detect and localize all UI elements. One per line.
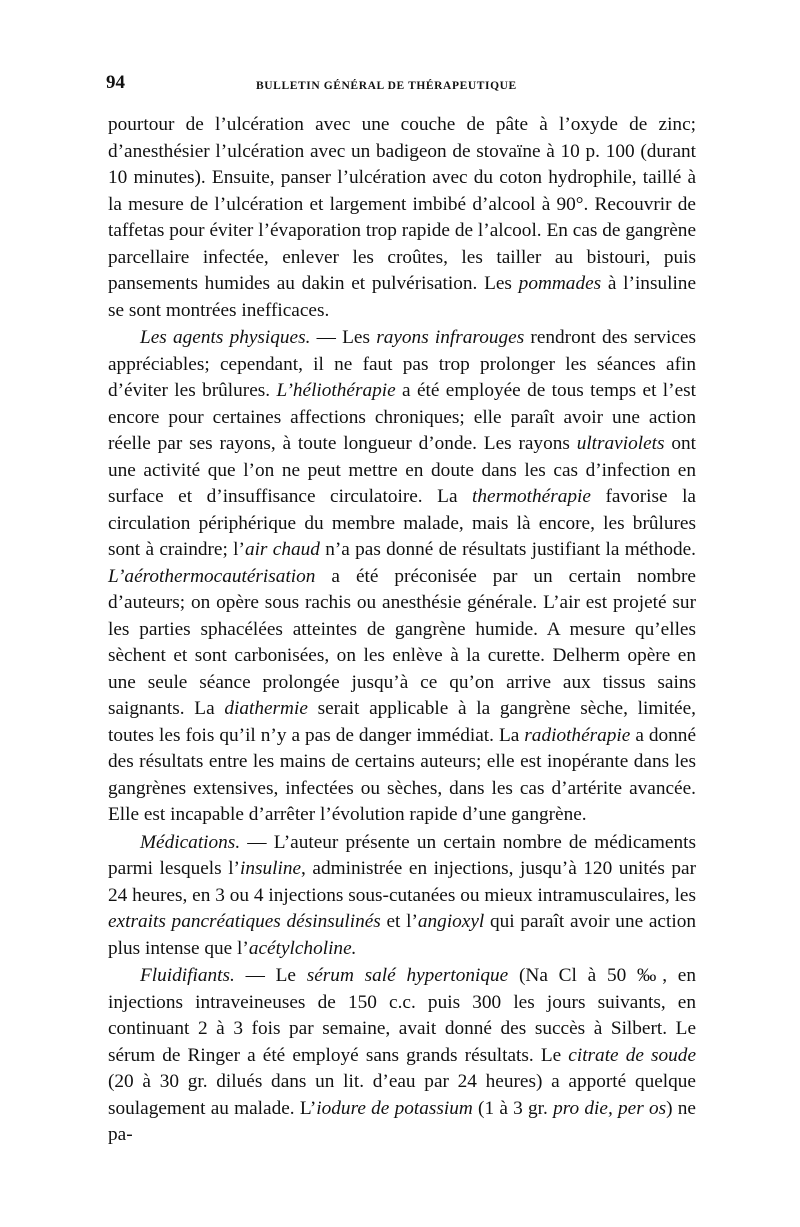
italic-text-run: ultraviolets bbox=[576, 433, 665, 454]
text-run: ) ne pa- bbox=[108, 1097, 696, 1145]
text-run: a été préconisée par un certain nombre d’auteurs; on opère sous rachis ou anesthésie générale. L’air est projeté sur les parties sphacélées atteintes de gangrène humide. A mesure qu’elles sèchent et sont carbonisées, on les enlève à la curette. Delherm opère en une seule séance prolongée jusqu’à ce qu’on arrive aux tissus sains saignants. La bbox=[108, 565, 696, 719]
italic-text-run: pro die, per os bbox=[553, 1097, 667, 1119]
text-run: ont une activité que l’on ne peut mettre en doute dans les cas d’infection en surface et d’insuffisance circulatoire. La bbox=[108, 433, 696, 507]
text-run: a été employée de tous temps et l’est encore pour certaines affections chroniques; elle paraît avoir une action réelle par ses rayons, à toute longueur d’onde. Les rayons bbox=[108, 380, 696, 454]
text-run: serait applicable à la gangrène sèche, limitée, toutes les fois qu’il n’y a pas de danger immédiat. La bbox=[108, 698, 696, 746]
body-text bbox=[108, 112, 696, 1149]
italic-text-run: Médications. bbox=[140, 831, 241, 853]
paragraph bbox=[108, 963, 696, 1149]
italic-text-run: thermothérapie bbox=[472, 486, 591, 507]
italic-text-run: citrate de soude bbox=[568, 1044, 696, 1066]
italic-text-run: iodure de potassium bbox=[316, 1097, 473, 1119]
text-run: — Le bbox=[234, 965, 307, 986]
text-run: — L’auteur présente un certain nombre de médicaments parmi lesquels l’ bbox=[108, 831, 696, 879]
text-run: favorise la circulation périphérique du membre malade, mais là encore, les brûlures sont à craindre; l’ bbox=[108, 486, 696, 560]
text-run: à l’insuline se sont montrées inefficaces. bbox=[108, 273, 696, 321]
text-run: qui paraît avoir une action plus intense que l’ bbox=[108, 911, 696, 959]
italic-text-run: pommades bbox=[518, 273, 602, 294]
page-header bbox=[106, 72, 710, 108]
italic-text-run: Les agents physiques. bbox=[140, 327, 311, 348]
italic-text-run: L’héliothérapie bbox=[276, 380, 396, 401]
text-run: (1 à 3 gr. bbox=[472, 1097, 554, 1119]
text-run: — Les bbox=[310, 327, 377, 348]
running-title: BULLETIN GÉNÉRAL DE THÉRAPEUTIQUE bbox=[256, 80, 517, 92]
text-run: (20 à 30 gr. dilués dans un lit. d’eau par 24 heures) a apporté quelque soulagement au malade. L’ bbox=[108, 1071, 696, 1119]
text-run: rendront des services appréciables; cependant, il ne faut pas trop prolonger les séances afin d’éviter les brûlures. bbox=[108, 327, 696, 401]
italic-text-run: rayons infrarouges bbox=[376, 327, 525, 348]
italic-text-run: insuline bbox=[239, 858, 302, 879]
paragraph bbox=[108, 830, 696, 963]
text-run: pourtour de l’ulcération avec une couche de pâte à l’oxyde de zinc; d’anesthésier l’ulcération avec un badigeon de stovaïne à 10 p. 100 (durant 10 minutes). Ensuite, panser l’ulcération avec du coton hydrophile, taillé à la mesure de l’ulcération et largement imbibé d’alcool à 90°. Recouvrir de taffetas pour éviter l’évaporation trop rapide de l’alcool. En cas de gangrène parcellaire infectée, enlever les croûtes, les tailler au bistouri, puis pansements humides au dakin et pulvérisation. Les bbox=[108, 114, 696, 294]
page-number: 94 bbox=[106, 72, 125, 93]
text-run: n’a pas donné de résultats justifiant la méthode. bbox=[319, 539, 696, 560]
text-run: et l’ bbox=[380, 911, 418, 932]
text-run: , administrée en injections, jusqu’à 120 unités par 24 heures, en 3 ou 4 injections sous-cutanées ou mieux intramusculaires, les bbox=[108, 858, 696, 906]
italic-text-run: extraits pancréatiques désinsulinés bbox=[108, 911, 381, 932]
italic-text-run: diathermie bbox=[224, 698, 308, 719]
paragraph bbox=[108, 325, 696, 829]
italic-text-run: angioxyl bbox=[417, 911, 485, 932]
italic-text-run: acétylcholine. bbox=[248, 937, 357, 959]
text-run: (Na Cl à 50 ‰, en injections intraveineuses de 150 c.c. puis 300 les jours suivants, en continuant 2 à 3 fois par semaine, avait donné des succès à Silbert. Le sérum de Ringer a été employé sans grands résultats. Le bbox=[108, 965, 697, 1066]
italic-text-run: L’aérothermocautérisation bbox=[108, 565, 316, 587]
italic-text-run: Fluidifiants. bbox=[140, 965, 235, 986]
text-run: a donné des résultats entre les mains de certains auteurs; elle est inopérante dans les gangrènes extensives, infectées ou sèches, dans les cas d’artérite avancée. Elle est incapable d’arrêter l’évolution rapide d’une gangrène. bbox=[108, 724, 696, 825]
paragraph bbox=[108, 112, 696, 324]
italic-text-run: radiothérapie bbox=[524, 724, 631, 746]
italic-text-run: sérum salé hypertonique bbox=[306, 965, 509, 986]
italic-text-run: air chaud bbox=[244, 539, 320, 560]
